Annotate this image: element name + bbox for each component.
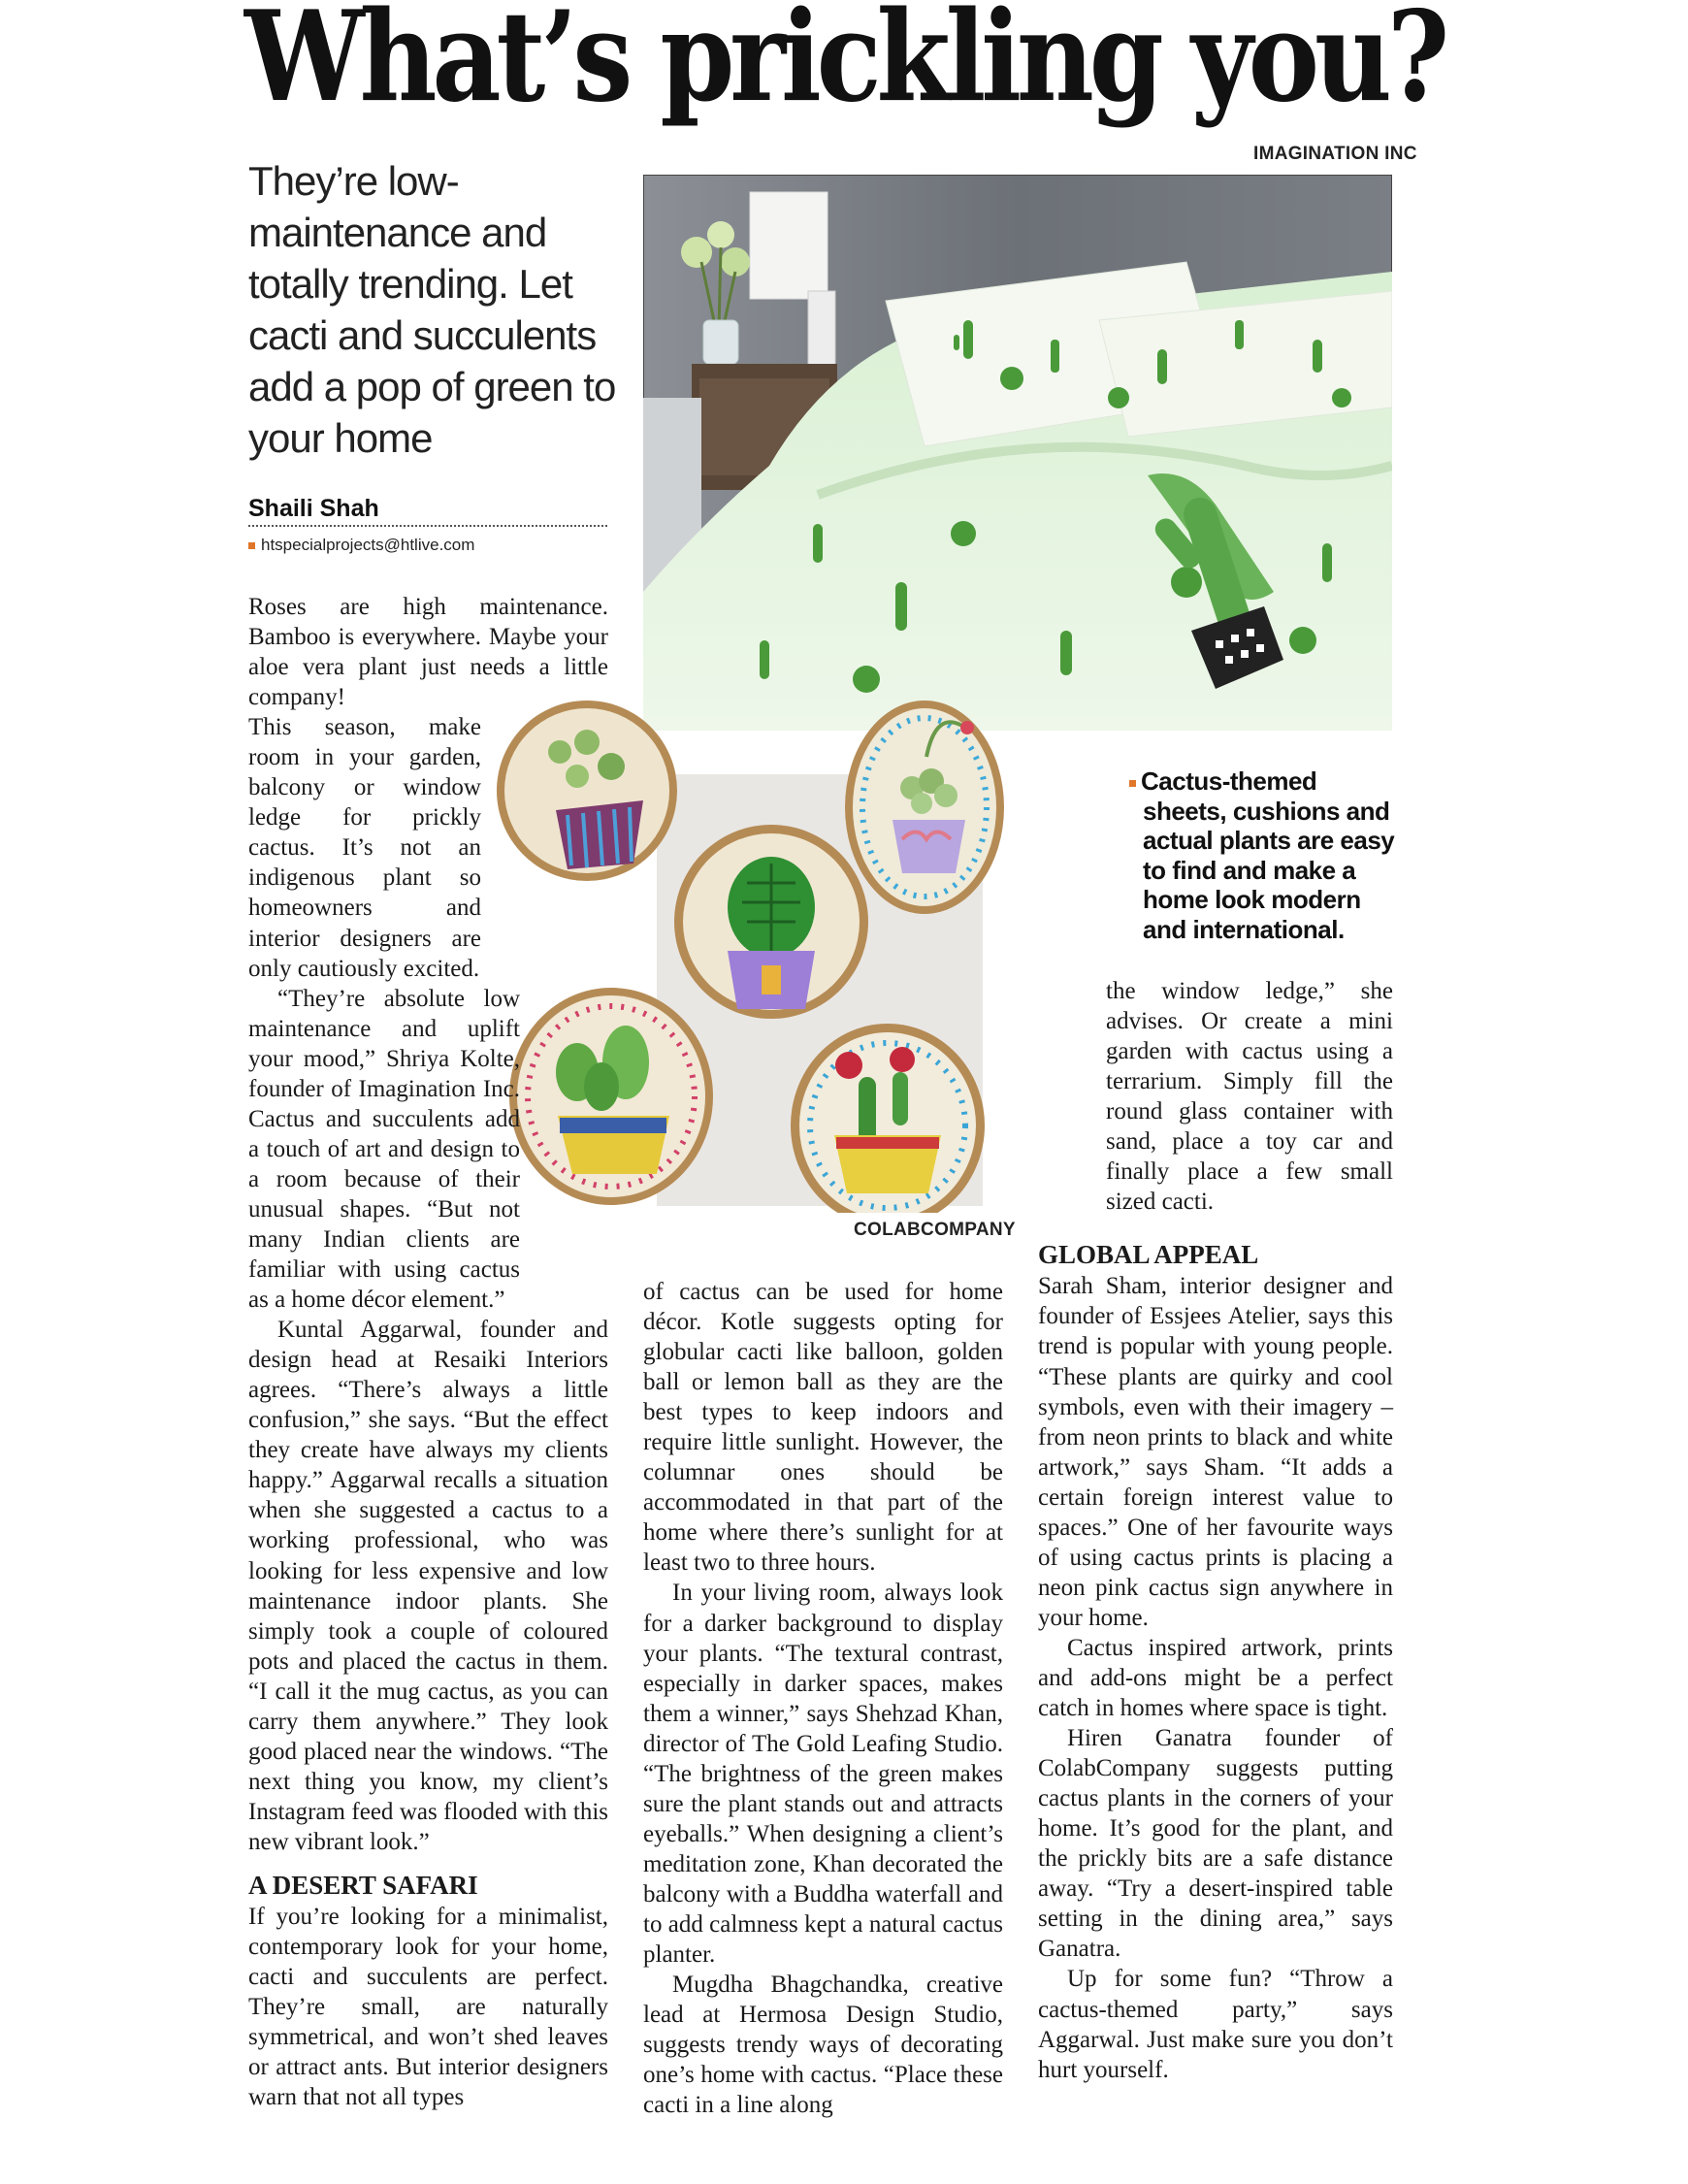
section-heading-global-appeal: GLOBAL APPEAL [1038,1240,1259,1270]
standfirst: They’re low-maintenance and totally trending. Let cacti and succulents add a pop of green to your home [248,158,616,461]
bullet-icon [1129,780,1136,787]
email-text: htspecialprojects@htlive.com [261,536,475,554]
photo-credit-top: IMAGINATION INC [1253,144,1417,164]
col2-paragraph-3: Mugdha Bhagchandka, creative lead at Hermosa Design Studio, suggests trendy ways of decorating one’s home with cactus. “Place these cacti in a line along [643,1972,1003,2119]
col1-paragraph-3: “They’re absolute low maintenance and uplift your mood,” Shriya Kolte, founder of Imagination Inc. Cactus and succulents add a touch of art and design to a room because of their unusual shapes. “But not many Indian clients are familiar with using cactus as a home décor element.” [248,985,520,1314]
photo-caption [1143,766,1395,945]
bedroom-photo [643,175,1392,731]
column-1 [248,592,608,2112]
photo-credit-bottom: COLABCOMPANY [854,1220,1016,1240]
col2-paragraph-2: In your living room, always look for a darker background to display your plants. “The textural contrast, especially in darker spaces, makes them a winner,” says Shehzad Khan, director of The Gold Leafing Studio. “The brightness of the green makes sure the plant stands out and attracts eyeballs.” When designing a client’s meditation zone, Khan decorated the balcony with a Buddha waterfall and to add calmness kept a natural cactus planter. [643,1580,1003,1969]
author-email [248,536,474,555]
col1-paragraph-5: If you’re looking for a minimalist, contemporary look for your home, cacti and succulents are perfect. They’re small, are naturally symmetrical, and won’t shed leaves or attract ants. But interior designers warn that not all types [248,1903,608,2111]
headline: What’s prickling you? [244,0,1445,130]
section-heading-desert-safari: A DESERT SAFARI [248,1870,478,1900]
col1-paragraph-2: This season, make room in your garden, balcony or window ledge for prickly cactus. It’s not an indigenous plant so homeowners and interior designers are only cautiously excited. [248,714,481,982]
col3-paragraph-2: Sarah Sham, interior designer and founder of Essjees Atelier, says this trend is popular with young people. “These plants are quirky and cool symbols, even with their imagery – from neon prints to black and white artwork,” says Sham. “It adds a certain foreign interest value to spaces.” One of her favourite ways of using cactus prints is placing a neon pink cactus sign anywhere in your home. [1038,1273,1393,1631]
bullet-icon [248,542,255,549]
wood-slice-3 [674,825,868,1019]
byline: Shaili Shah [248,495,607,527]
col2-paragraph-1: of cactus can be used for home décor. Kotle suggests opting for globular cacti like balloon, golden ball or lemon ball as they are the best types to keep indoors and require little sunlight. However, the columnar ones should be accommodated in that part of the home where there’s sunlight for at least two to three hours. [643,1279,1003,1577]
column-3 [1038,976,1393,2085]
wood-slice-2 [845,701,1004,914]
col1-paragraph-1: Roses are high maintenance. Bamboo is everywhere. Maybe your aloe vera plant just needs a little company! [248,594,608,711]
col3-paragraph-5: Up for some fun? “Throw a cactus-themed party,” says Aggarwal. Just make sure you don’t hurt yourself. [1038,1966,1393,2083]
col3-paragraph-3: Cactus inspired artwork, prints and add-ons might be a perfect catch in homes where space is tight. [1038,1634,1393,1722]
column-2 [643,1277,1003,2120]
col3-paragraph-1: the window ledge,” she advises. Or create a mini garden with cactus using a terrarium. Simply fill the round glass container with sand, place a toy car and finally place a few small sized cacti. [1106,978,1393,1216]
col3-paragraph-4: Hiren Ganatra founder of ColabCompany suggests putting cactus plants in the corners of your home. It’s good for the plant, and the prickly bits are a safe distance away. “Try a desert-inspired table setting in the dining area,” says Ganatra. [1038,1725,1393,1963]
caption-text: Cactus-themed sheets, cushions and actual plants are easy to find and make a home look modern and international. [1141,766,1395,944]
col1-paragraph-4: Kuntal Aggarwal, founder and design head at Resaiki Interiors agrees. “There’s always a little confusion,” she says. “But the effect they create have always my clients happy.” Aggarwal recalls a situation when she suggested a cactus to a working professional, who was looking for less expensive and low maintenance indoor plants. She simply took a couple of coloured pots and placed the cactus in them. “I call it the mug cactus, as you can carry them anywhere.” They look good placed near the windows. “The next thing you know, my client’s Instagram feed was flooded with this new vibrant look.” [248,1317,608,1855]
